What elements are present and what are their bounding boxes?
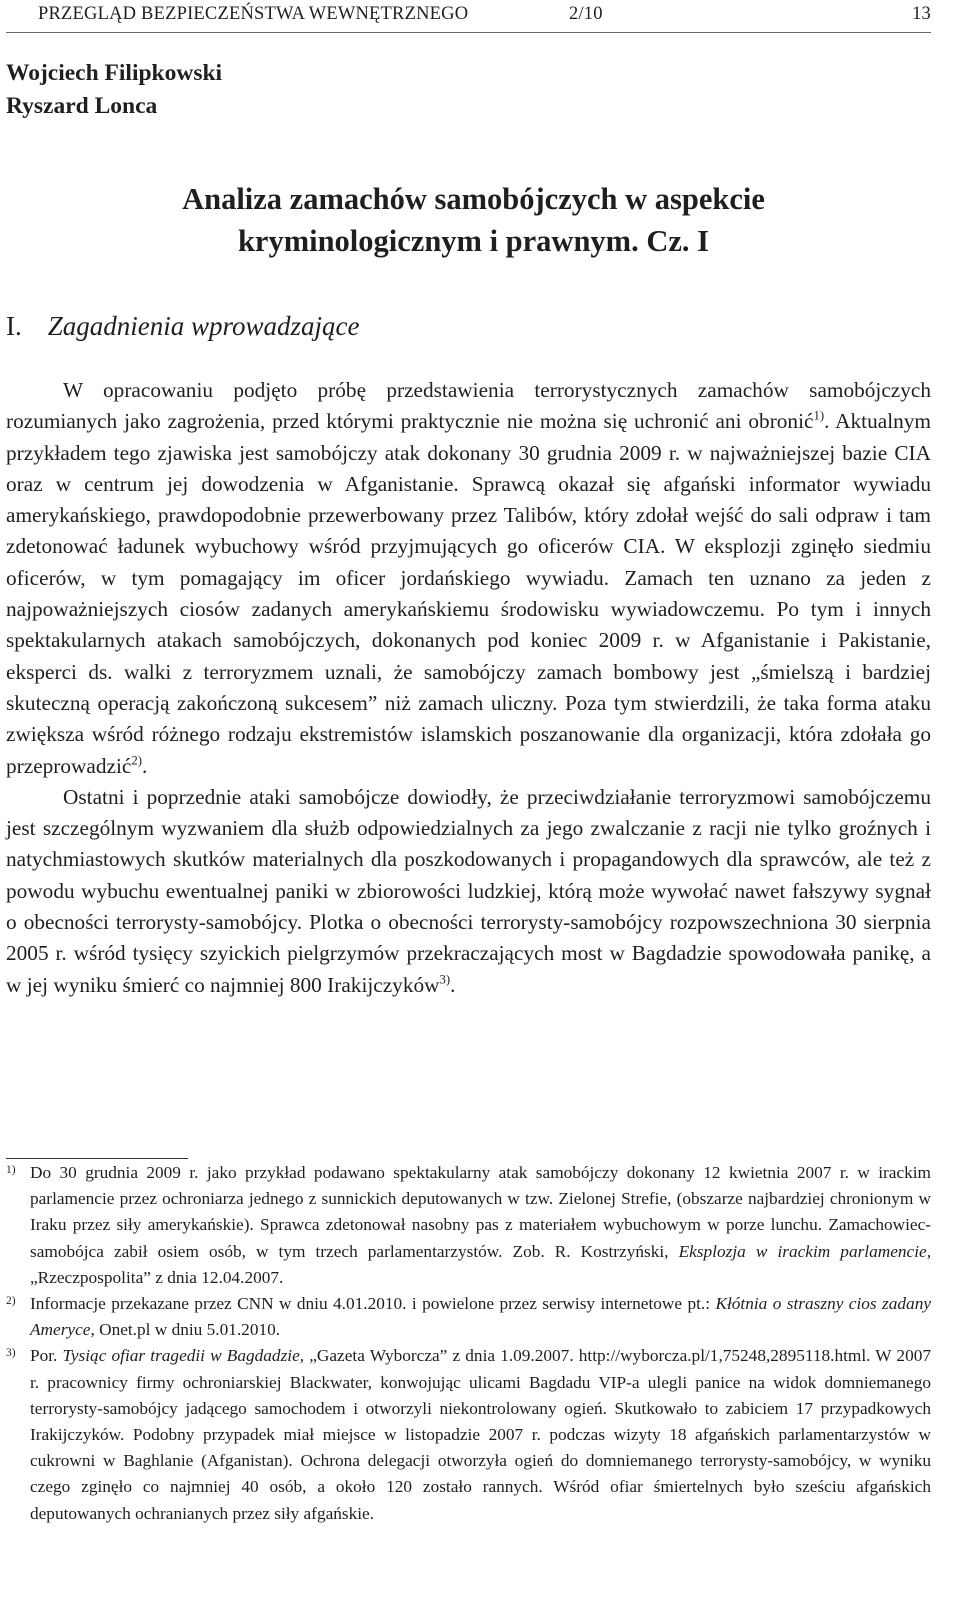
- article-title: [6, 178, 931, 262]
- text-run: , „Gazeta Wyborcza” z dnia 1.09.2007. http://wyborcza.pl/1,75248,2895118.html. W 2007 r. pracownicy firmy ochroniarskiej Blackwater, konwojując ulicami Bagdadu VIP-a ulegli panice na widok domniemanego terrorysty-samobójcy jadącego samochodem i otworzyli niekontrolowany ogień. Skutkowało to zabiciem 17 przypadkowych Irakijczyków. Podobny przypadek miał miejsce w listopadzie 2007 r. podczas wizyty 18 afgańskich parlamentarzystów w cukrowni w Baghlanie (Afganistan). Ochrona delegacji otworzyła ogień do domniemanego terrorysty-samobójcy, w wyniku czego zginęło co najmniej 40 osób, a około 120 zostało rannych. Wśród ofiar śmiertelnych było sześciu afgańskich deputowanych ochranianych przez siły afgańskie.: [30, 1346, 931, 1523]
- cited-title: Kłótnia o straszny cios zadany Ameryce: [30, 1294, 931, 1340]
- footnote-ref[interactable]: 1): [813, 409, 825, 423]
- paragraph: [6, 375, 931, 782]
- section-title: Zagadnienia wprowadzające: [47, 311, 360, 341]
- author-name: Wojciech Filipkowski: [6, 60, 223, 86]
- text-run: Ostatni i poprzednie ataki samobójcze dowiodły, że przeciwdziałanie terroryzmowi samobójczemu jest szczególnym wyzwaniem dla służb odpowiedzialnych za jego zwalczanie z racji nie tylko groźnych i natychmiastowych skutków materialnych dla poszkodowanych i propagandowych dla sprawców, ale też z powodu wybuchu ewentualnej paniki w zbiorowości ludzkiej, którą może wywołać nawet fałszywy sygnał o obecności terrorysty-samobójcy. Plotka o obecności terrorysty-samobójcy rozpowszechniona 30 sierpnia 2005 r. wśród tysięcy szyickich pielgrzymów przekraczających most w Bagdadzie spowodowała panikę, a w jej wyniku śmierć co najmniej 800 Irakijczyków: [6, 784, 931, 997]
- footnote-divider: [6, 1158, 188, 1159]
- text-run: Do 30 grudnia 2009 r. jako przykład podawano spektakularny atak samobójczy dokonany 12 kwietnia 2007 r. w irackim parlamencie przez ochroniarza jednego z sunnickich deputowanych w tzw. Zielonej Strefie, (obszarze najbardziej chronionym w Iraku przez siły amerykańskie). Sprawca zdetonował nasobny pas z materiałem wybuchowym w porze lunchu. Zamachowiec-samobójca zabił osiem osób, w tym trzech parlamentarzystów. Zob. R. Kostrzyński,: [30, 1163, 931, 1261]
- footnote-ref[interactable]: 3): [439, 972, 451, 987]
- authors: [6, 57, 222, 123]
- footnote: [6, 1291, 931, 1343]
- text-run: , Onet.pl w dniu 5.01.2010.: [90, 1320, 281, 1340]
- footnote-mark: 1): [6, 1164, 16, 1176]
- footnote-mark: 3): [6, 1347, 16, 1360]
- footnotes: [6, 1160, 931, 1527]
- cited-title: Eksplozja w irackim parlamencie: [678, 1241, 927, 1261]
- title-line: kryminologicznym i prawnym. Cz. I: [237, 224, 710, 258]
- text-run: .: [450, 972, 456, 997]
- section-heading: [6, 308, 360, 344]
- page-number: 13: [912, 4, 931, 24]
- text-run: , „Rzeczpospolita” z dnia 12.04.2007.: [30, 1241, 932, 1287]
- footnote: [6, 1160, 931, 1291]
- footnote-mark: 2): [6, 1295, 16, 1308]
- cited-title: Tysiąc ofiar tragedii w Bagdadzie: [62, 1346, 300, 1366]
- running-header: [6, 2, 931, 33]
- text-run: Informacje przekazane przez CNN w dniu 4.01.2010. i powielone przez serwisy internetowe pt.:: [30, 1294, 716, 1314]
- footnote-ref[interactable]: 2): [131, 753, 142, 768]
- paragraph: [6, 782, 931, 1001]
- text-run: .: [141, 753, 148, 778]
- text-run: . Aktualnym przykładem tego zjawiska jest samobójczy atak dokonany 30 grudnia 2009 r. w najważniejszej bazie CIA oraz w centrum jej dowodzenia w Afganistanie. Sprawcą okazał się afgański informator wywiadu amerykańskiego, prawdopodobnie przewerbowany przez Talibów, który zdołał wejść do sali odpraw i tam zdetonować ładunek wybuchowy wśród przyjmujących go oficerów CIA. W eksplozji zginęło siedmiu oficerów, w tym pomagający im oficer jordańskiego wywiadu. Zamach ten uznano za jeden z najpoważniejszych ciosów zadanych amerykańskiemu środowisku wywiadowczemu. Po tym i innych spektakularnych atakach samobójczych, dokonanych pod koniec 2009 r. w Afganistanie i Pakistanie, eksperci ds. walki z terroryzmem uznali, że samobójczy zamach bombowy jest „śmielszą i bardziej skuteczną operacją zakończoną sukcesem” niż zamach uliczny. Poza tym stwierdzili, że taka forma ataku zwiększa wśród różnego rodzaju ekstremistów islamskich poszanowanie dla organizacji, która zdołała go przeprowadzić: [6, 409, 931, 778]
- title-line: Analiza zamachów samobójczych w aspekcie: [182, 182, 765, 216]
- body-text: [6, 375, 931, 1001]
- journal-name: PRZEGLĄD BEZPIECZEŃSTWA WEWNĘTRZNEGO: [38, 4, 469, 24]
- text-run: W opracowaniu podjęto próbę przedstawienia terrorystycznych zamachów samobójczych rozumianych jako zagrożenia, przed którymi praktycznie nie można się uchronić ani obronić: [6, 378, 931, 434]
- issue-number: 2/10: [569, 4, 603, 24]
- author-name: Ryszard Lonca: [6, 93, 158, 119]
- text-run: Por.: [30, 1346, 63, 1366]
- section-number: I.: [6, 311, 22, 341]
- footnote: [6, 1343, 931, 1526]
